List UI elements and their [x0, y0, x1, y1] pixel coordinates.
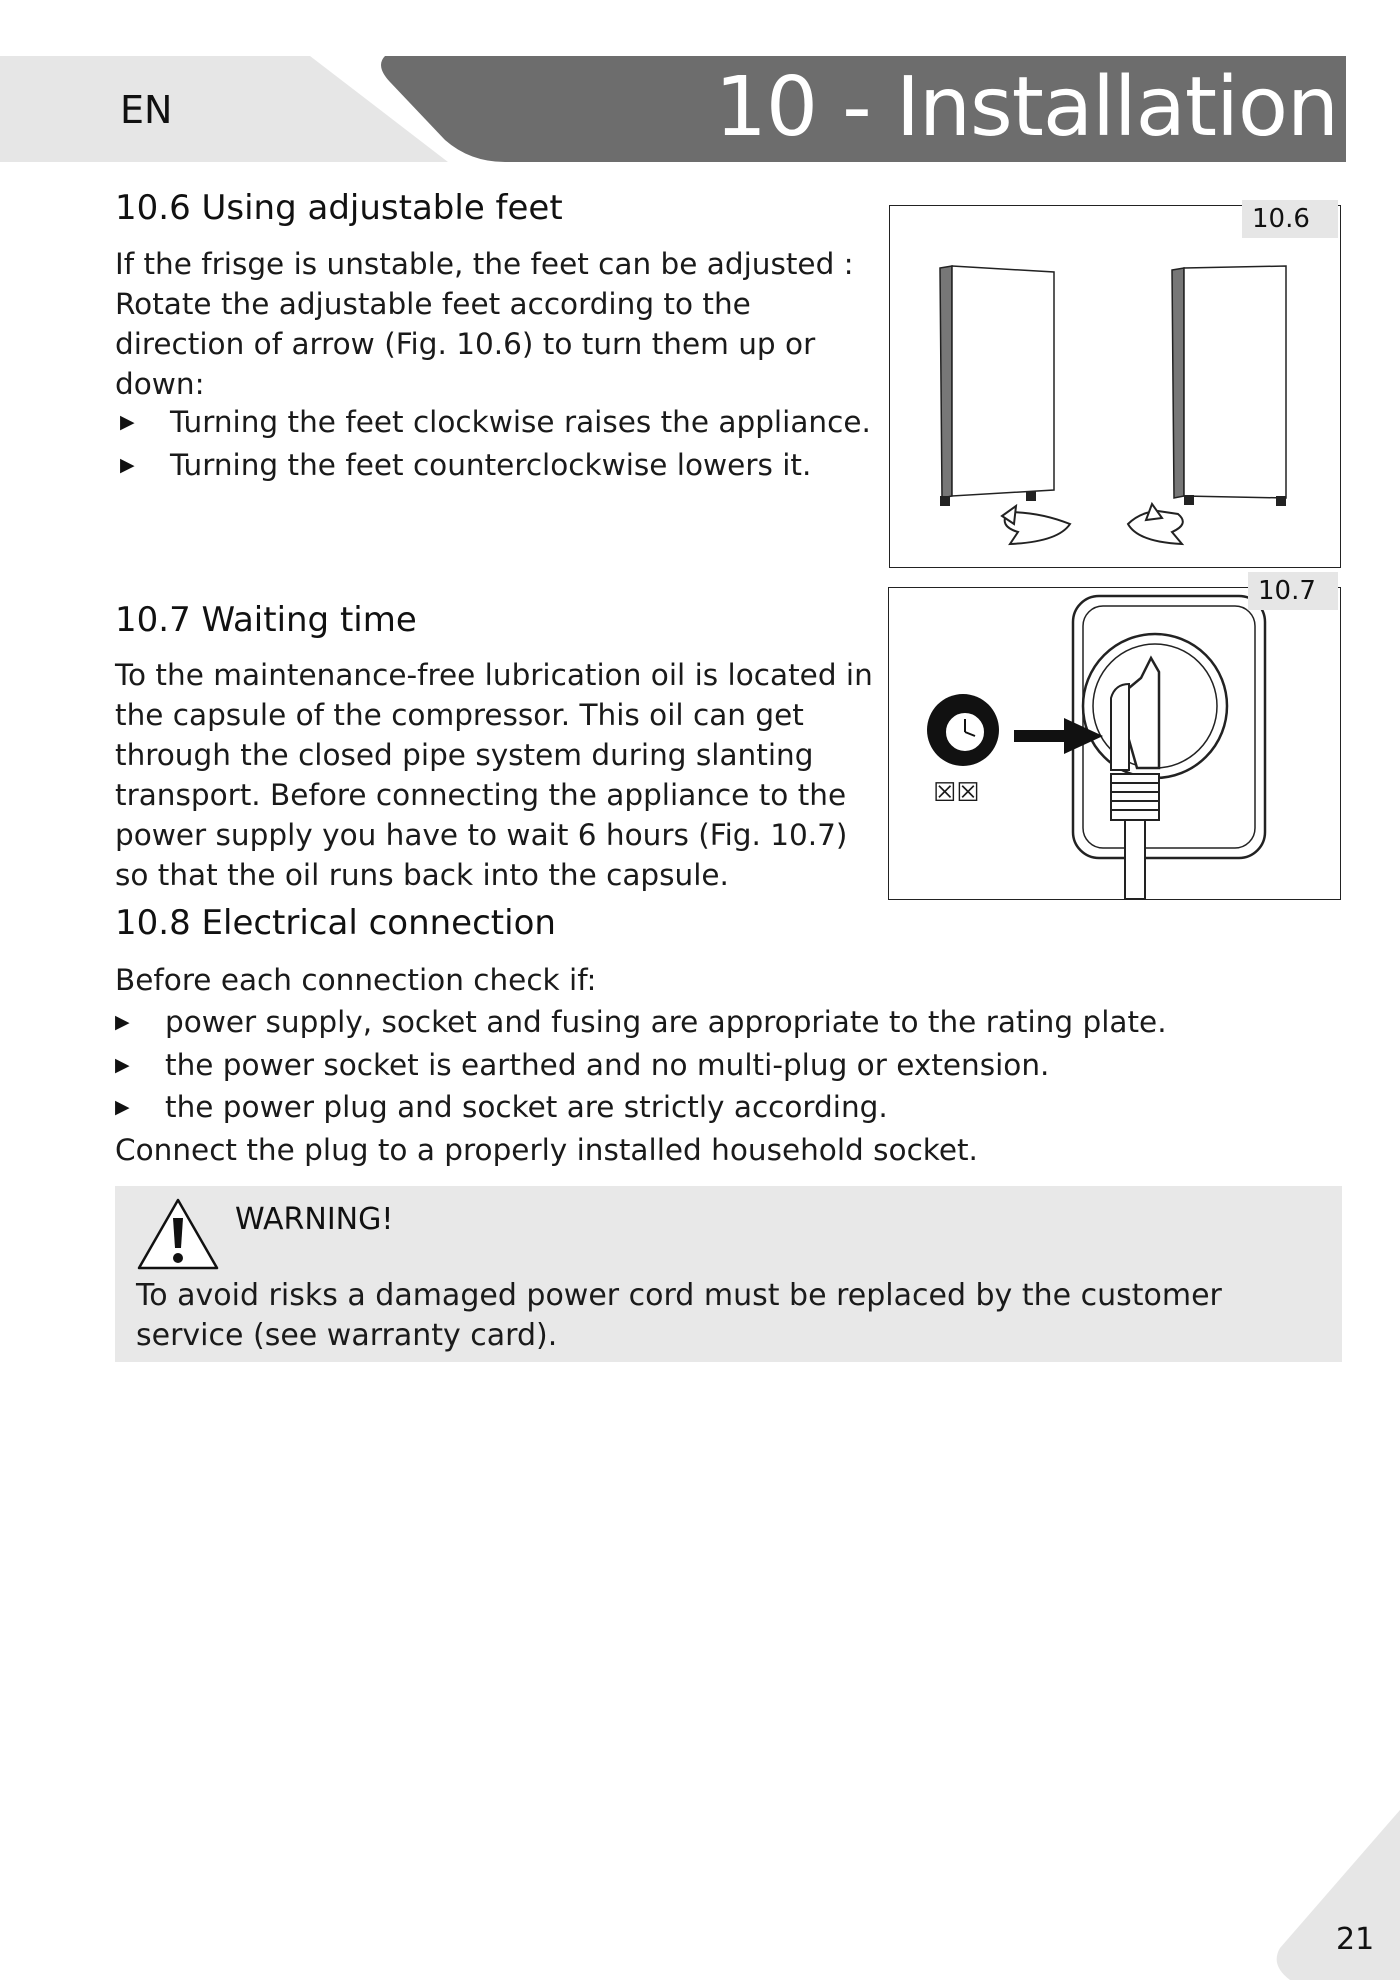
paragraph-line: so that the oil runs back into the capsule.: [115, 858, 729, 892]
section-10-8-heading: 10.8 Electrical connection: [115, 903, 556, 943]
page-corner-shape: [1270, 1810, 1400, 1980]
section-10-8-closing: Connect the plug to a properly installed household socket.: [115, 1133, 978, 1167]
bullet-arrow-icon: ▶: [120, 453, 135, 476]
language-tab-shape: [0, 56, 448, 162]
list-item-text: the power plug and socket are strictly according.: [165, 1090, 888, 1124]
counterclockwise-arrow-icon: [1002, 506, 1070, 544]
paragraph-line: direction of arrow (Fig. 10.6) to turn them up or: [115, 327, 816, 361]
list-item: [115, 444, 895, 487]
section-10-6-paragraph: [115, 244, 875, 404]
bullet-arrow-icon: ▶: [120, 411, 135, 433]
warning-text-line: service (see warranty card).: [136, 1318, 558, 1353]
language-label: EN: [120, 88, 173, 132]
list-item: [110, 1086, 1310, 1129]
chapter-title: 10 - Installation: [714, 60, 1338, 155]
page-number: 21: [1336, 1922, 1375, 1957]
section-10-8-bullets: [110, 1001, 1310, 1129]
bullet-arrow-icon: ▶: [115, 1096, 130, 1118]
list-item: [110, 1001, 1310, 1044]
wall-socket-icon: [1073, 596, 1265, 858]
section-10-8-intro: Before each connection check if:: [115, 963, 597, 997]
warning-text: [136, 1276, 1316, 1356]
figure-10-7: [888, 576, 1341, 900]
warning-triangle-icon: [135, 1196, 221, 1274]
clock-icon: [927, 692, 999, 766]
warning-title: WARNING!: [235, 1202, 394, 1237]
section-10-6-heading: 10.6 Using adjustable feet: [115, 188, 563, 228]
adjustable-feet-illustration: [890, 206, 1340, 567]
clockwise-arrow-icon: [1128, 504, 1183, 544]
section-10-6-bullets: [115, 401, 895, 486]
paragraph-line: through the closed pipe system during slanting: [115, 738, 814, 772]
list-item: [110, 1044, 1310, 1087]
paragraph-line: To the maintenance-free lubrication oil is located in: [115, 658, 873, 692]
paragraph-line: transport. Before connecting the appliance to the: [115, 778, 847, 812]
list-item-text: the power socket is earthed and no multi-plug or extension.: [165, 1047, 1050, 1082]
wait-hours-marker: ☒☒: [933, 778, 980, 808]
paragraph-line: power supply you have to wait 6 hours (Fig. 10.7): [115, 818, 848, 852]
paragraph-line: down:: [115, 367, 205, 401]
section-10-7-paragraph: [115, 655, 895, 895]
paragraph-line: Rotate the adjustable feet according to the: [115, 287, 751, 321]
list-item-text: Turning the feet clockwise raises the appliance.: [170, 405, 871, 439]
list-item: [115, 401, 895, 444]
figure-10-6: [889, 205, 1341, 568]
power-plug-icon: [1111, 658, 1159, 899]
bullet-arrow-icon: ▶: [115, 1011, 130, 1033]
list-item-text: Turning the feet counterclockwise lowers it.: [170, 447, 812, 482]
bullet-arrow-icon: ▶: [115, 1053, 130, 1076]
warning-box: [115, 1186, 1342, 1362]
fridge-left-icon: [940, 266, 1054, 506]
figure-label: 10.6: [1242, 200, 1338, 238]
figure-label: 10.7: [1248, 572, 1338, 610]
paragraph-line: If the frisge is unstable, the feet can be adjusted :: [115, 247, 854, 281]
paragraph-line: the capsule of the compressor. This oil can get: [115, 698, 804, 732]
list-item-text: power supply, socket and fusing are appropriate to the rating plate.: [165, 1005, 1167, 1039]
warning-text-line: To avoid risks a damaged power cord must be replaced by the customer: [136, 1278, 1222, 1313]
plug-waiting-illustration: [889, 588, 1340, 899]
fridge-right-icon: [1172, 266, 1286, 506]
section-10-7-heading: 10.7 Waiting time: [115, 600, 417, 640]
